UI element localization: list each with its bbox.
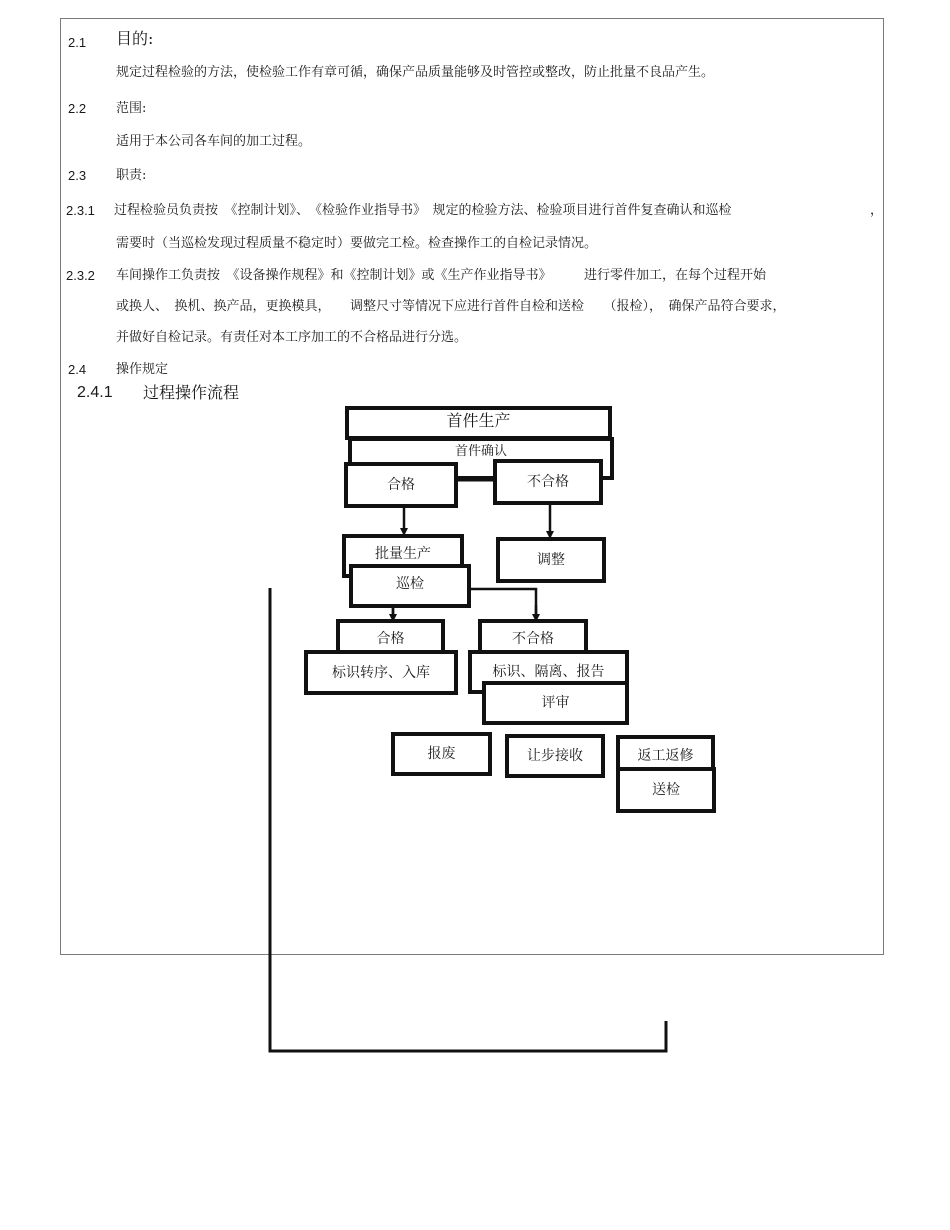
section-2-3-number: 2.3 <box>68 168 87 183</box>
section-2-3-1-comma: ， <box>870 203 884 218</box>
scrap-label: 报废 <box>427 746 456 762</box>
patrol-box <box>349 564 471 608</box>
section-2-3-title: 职责: <box>116 168 147 183</box>
fail-label-1: 不合格 <box>527 474 569 490</box>
section-2-4-number: 2.4 <box>68 362 87 377</box>
section-2-3-1-line-2: 需要时（当巡检发现过程质量不稳定时）要做完工检。检查操作工的自检记录情况。 <box>116 236 598 251</box>
section-2-3-2-number: 2.3.2 <box>66 268 95 283</box>
resubmit-label: 送检 <box>652 782 680 798</box>
first-production-label: 首件生产 <box>446 411 511 430</box>
review-label: 评审 <box>541 695 570 711</box>
section-2-2-title: 范围: <box>116 101 147 116</box>
section-2-2-number: 2.2 <box>68 101 87 116</box>
mark-isolate-label: 标识、隔离、报告 <box>492 664 605 680</box>
first-confirm-label: 首件确认 <box>454 444 507 459</box>
first-production-box <box>345 406 612 440</box>
section-2-3-1-line-1: 过程检验员负责按 《控制计划》、 《检验作业指导书》 规定的检验方法、检验项目进行首件复查确认和巡检 <box>114 203 732 218</box>
adjust-label: 调整 <box>537 552 565 568</box>
section-2-3-2-line-1: 车间操作工负责按 《设备操作规程》和《控制计划》或《生产作业指导书》 进行零件加工，在每个过程开始 <box>116 268 767 283</box>
section-2-2-body: 适用于本公司各车间的加工过程。 <box>116 134 312 149</box>
fail-label-2: 不合格 <box>512 631 554 647</box>
section-2-4-title: 操作规定 <box>116 362 169 377</box>
concession-box <box>505 734 605 778</box>
section-2-1-number: 2.1 <box>68 35 87 50</box>
mark-transfer-label: 标识转序、入库 <box>332 664 430 681</box>
section-2-3-1-number: 2.3.1 <box>66 203 95 218</box>
section-2-1-title: 目的: <box>116 29 154 48</box>
pass-label-1: 合格 <box>387 477 415 493</box>
patrol-label: 巡检 <box>396 576 424 592</box>
section-2-4-1-number: 2.4.1 <box>77 384 113 401</box>
section-2-3-2-line-3: 并做好自检记录。有责任对本工序加工的不合格品进行分选。 <box>116 330 468 345</box>
batch-production-label: 批量生产 <box>375 546 431 562</box>
pass-label-2: 合格 <box>376 631 405 647</box>
review-box <box>482 681 629 725</box>
concession-label: 让步接收 <box>527 748 583 764</box>
section-2-4-1-title: 过程操作流程 <box>143 383 240 402</box>
resubmit-box <box>616 767 716 813</box>
scrap-box <box>391 732 492 776</box>
section-2-3-2-line-2: 或换人、 换机、换产品，更换模具， 调整尺寸等情况下应进行首件自检和送检 （报检）， 确保产品符合要求， <box>116 299 786 314</box>
pass-box-1 <box>344 462 458 508</box>
adjust-box <box>496 537 606 583</box>
mark-transfer-box <box>304 650 458 695</box>
rework-label: 返工返修 <box>637 748 694 764</box>
section-2-1-body: 规定过程检验的方法，使检验工作有章可循，确保产品质量能够及时管控或整改，防止批量不良品产生。 <box>116 65 715 80</box>
fail-box-1 <box>493 459 603 505</box>
